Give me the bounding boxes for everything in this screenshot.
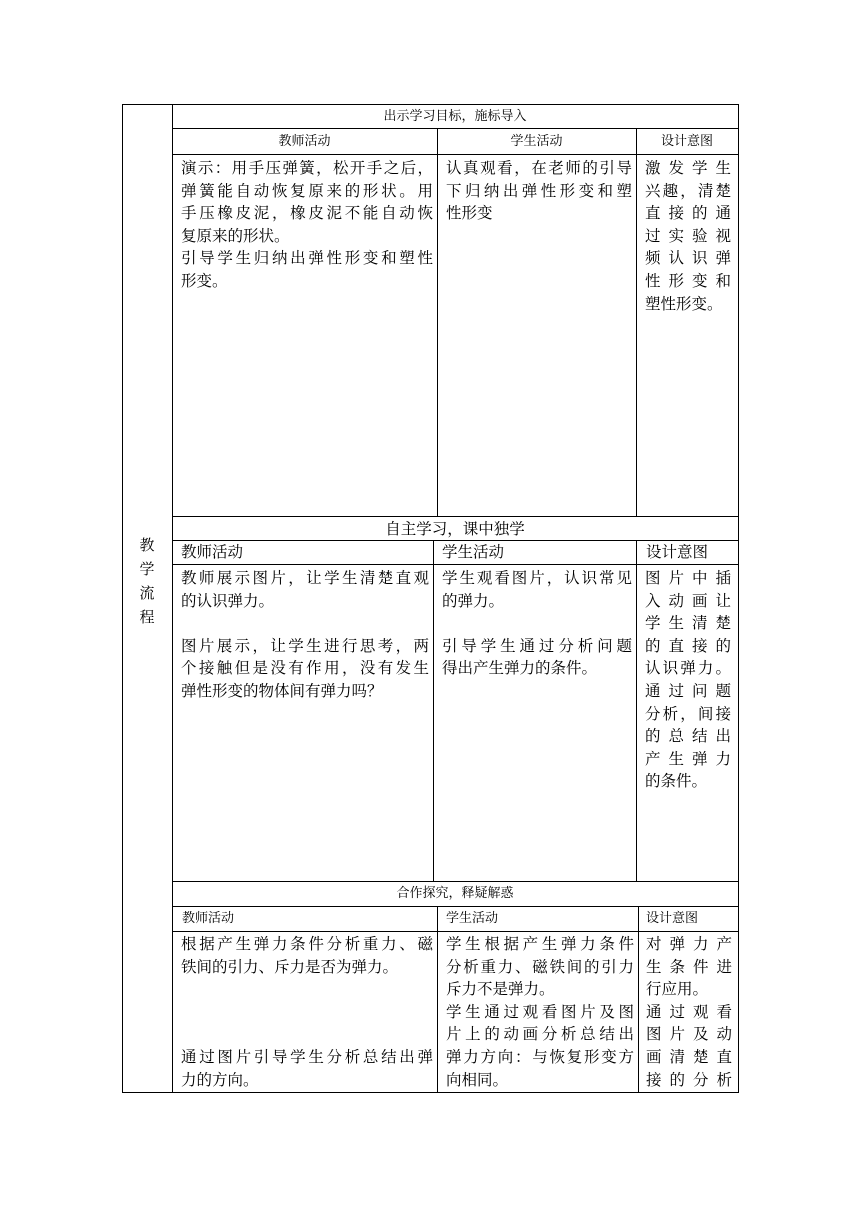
header-intent: 设计意图 (660, 134, 713, 149)
text-line: 产生弹力 (645, 749, 731, 768)
text-line: 弹性形变的物体间有弹力吗？ (181, 681, 383, 700)
row-divider (172, 154, 738, 155)
header-intent: 设计意图 (646, 543, 709, 561)
side-label-char: 程 (139, 608, 155, 626)
text-line: 个接触但是没有作用，没有发生 (181, 659, 429, 678)
text-line: 认识弹力。 (645, 659, 731, 678)
text-line: 的总结出 (645, 727, 731, 746)
text-line (181, 1023, 433, 1046)
side-label (122, 533, 172, 629)
text-line: 的条件。 (645, 772, 708, 791)
text-line: 过实验视 (645, 226, 731, 245)
side-label-char: 学 (139, 560, 155, 578)
text-line: 铁间的引力、斥力是否为弹力。 (181, 957, 399, 976)
teacher-activity-cell (181, 933, 433, 1091)
text-line: 的弹力。 (442, 591, 505, 610)
text-line: 得出产生弹力的条件。 (442, 659, 598, 678)
text-line: 兴趣，清楚 (645, 181, 731, 200)
row-divider (172, 516, 738, 517)
row-divider (172, 128, 738, 129)
col-divider (437, 906, 438, 1093)
row-divider (172, 881, 738, 882)
text-line: 通过问题 (645, 681, 731, 700)
col-divider (433, 540, 434, 882)
text-line: 学生根据产生弹力条件 (446, 935, 634, 953)
text-line: 分析重力、磁铁间的引力 (446, 957, 634, 976)
side-label-char: 教 (139, 536, 155, 554)
text-line: 性形变 (446, 204, 493, 223)
text-line: 认真观看，在老师的引导 (446, 159, 632, 177)
row-divider (172, 906, 738, 907)
text-line: 学生清楚 (645, 614, 731, 633)
text-line: 图片展示，让学生进行思考，两 (181, 636, 429, 655)
text-line: 接的分析 (646, 1070, 732, 1089)
text-line: 教师展示图片，让学生清楚直观 (181, 569, 429, 587)
header-teacher: 教师活动 (278, 134, 331, 149)
design-intent-cell (645, 567, 731, 793)
design-intent-cell (646, 933, 732, 1091)
teacher-activity-cell (181, 157, 433, 293)
student-activity-cell (446, 933, 634, 1091)
teacher-activity-cell (181, 567, 429, 703)
table-side-divider (172, 104, 173, 1093)
side-label-char: 流 (139, 584, 155, 602)
header-student: 学生活动 (446, 911, 499, 926)
text-line: 根据产生弹力条件分析重力、磁 (181, 935, 433, 953)
text-line: 分析，间接 (645, 704, 731, 723)
section-title: 合作探究，释疑解惑 (396, 886, 514, 901)
header-teacher: 教师活动 (182, 911, 235, 926)
text-line: 片上的动画分析总结出 (446, 1025, 634, 1044)
text-line: 行应用。 (646, 980, 709, 999)
text-line: 学生观看图片，认识常见 (442, 569, 632, 587)
text-line: 通过观看 (646, 1002, 732, 1021)
col-divider (638, 906, 639, 1093)
text-line: 的认识弹力。 (181, 591, 275, 610)
text-line: 直接的通 (645, 204, 731, 223)
text-line: 下归纳出弹性形变和塑 (446, 181, 632, 200)
text-line (181, 612, 429, 635)
text-line: 引导学生归纳出弹性形变和塑性 (181, 249, 433, 268)
text-line: 对弹力产 (646, 935, 732, 953)
section-title: 自主学习，课中独学 (385, 520, 525, 538)
text-line: 激发学生 (645, 159, 731, 177)
text-line: 形变。 (181, 271, 228, 290)
header-intent: 设计意图 (646, 911, 699, 926)
text-line: 图片及动 (646, 1025, 732, 1044)
text-line: 塑性形变。 (645, 294, 723, 313)
col-divider (636, 540, 637, 882)
col-divider (636, 128, 637, 517)
header-student: 学生活动 (510, 134, 563, 149)
table-right-border (738, 104, 739, 1093)
text-line: 复原来的形状。 (181, 226, 290, 245)
header-teacher: 教师活动 (181, 543, 244, 561)
text-line: 通过图片引导学生分析总结出弹 (181, 1047, 433, 1066)
text-line (181, 978, 433, 1001)
text-line (181, 1001, 433, 1024)
text-line: 入动画让 (645, 591, 731, 610)
table-bottom-border (122, 1092, 739, 1093)
row-divider (172, 931, 738, 932)
text-line: 斥力不是弹力。 (446, 980, 555, 999)
text-line: 生条件进 (646, 957, 732, 976)
text-line: 学生通过观看图片及图 (446, 1002, 634, 1021)
text-line: 向相同。 (446, 1070, 509, 1089)
text-line: 弹力方向：与恢复形变方 (446, 1047, 634, 1066)
text-line: 手压橡皮泥，橡皮泥不能自动恢 (181, 204, 433, 223)
text-line: 演示：用手压弹簧，松开手之后， (181, 159, 433, 177)
header-student: 学生活动 (442, 543, 505, 561)
text-line: 弹簧能自动恢复原来的形状。用 (181, 181, 433, 200)
row-divider (172, 564, 738, 565)
text-line: 引导学生通过分析问题 (442, 636, 632, 655)
text-line: 力的方向。 (181, 1070, 259, 1089)
student-activity-cell (446, 157, 632, 225)
text-line: 的直接的 (645, 636, 731, 655)
student-activity-cell (442, 567, 632, 680)
text-line: 图片中插 (645, 569, 731, 587)
section-title: 出示学习目标，施标导入 (383, 109, 527, 124)
text-line: 画清楚直 (646, 1047, 732, 1066)
text-line: 性形变和 (645, 271, 731, 290)
design-intent-cell (645, 157, 731, 315)
table-top-border (122, 104, 739, 105)
text-line (442, 612, 632, 635)
text-line: 频认识弹 (645, 249, 731, 268)
col-divider (437, 128, 438, 517)
